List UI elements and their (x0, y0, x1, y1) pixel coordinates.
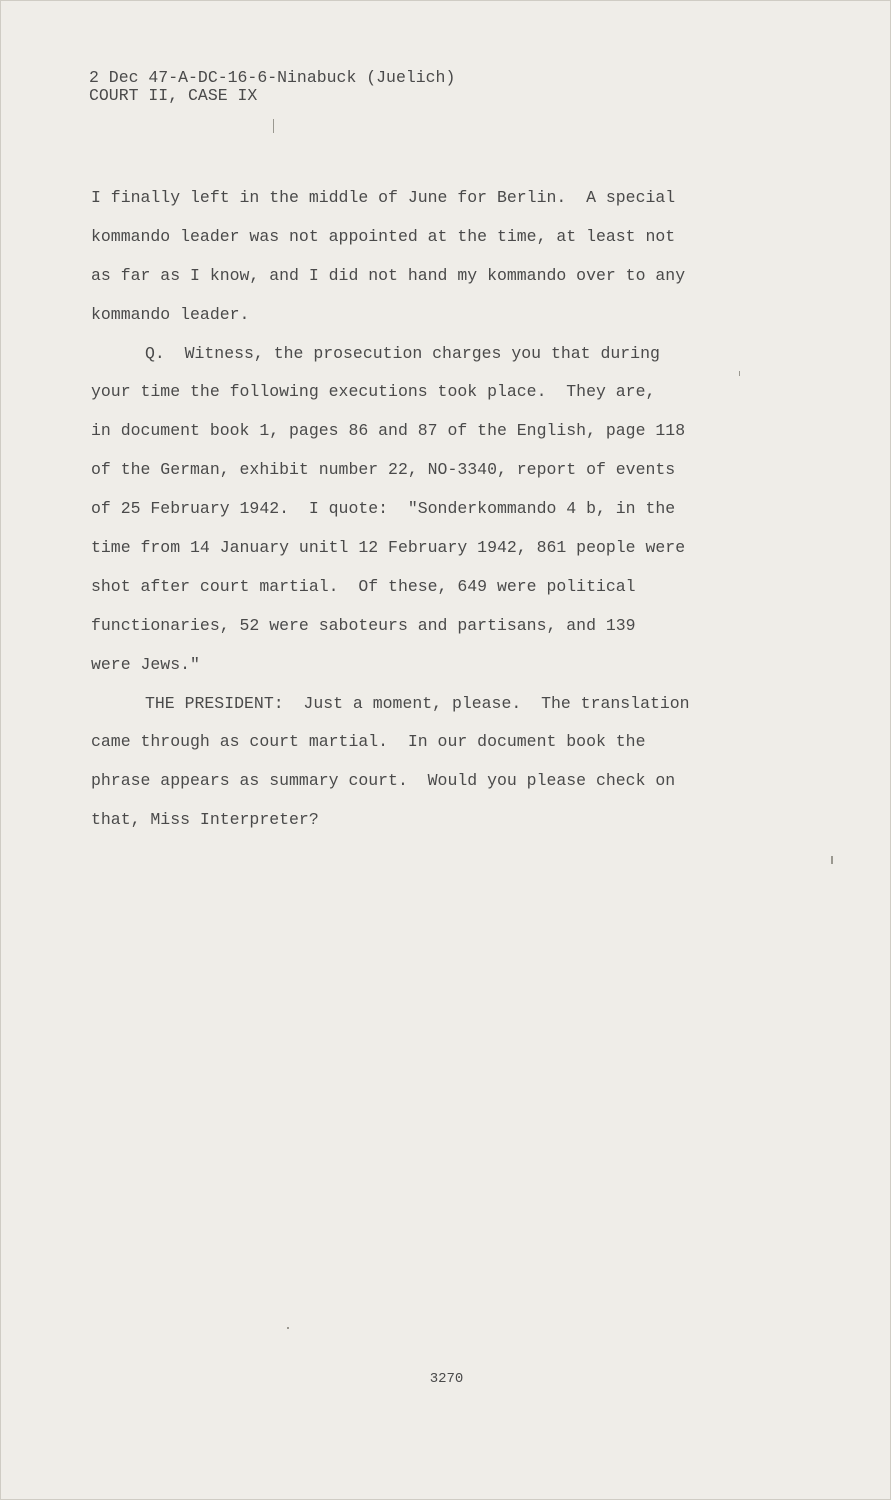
transcript-line: in document book 1, pages 86 and 87 of the English, page 118 (91, 421, 686, 441)
transcript-line: functionaries, 52 were saboteurs and partisans, and 139 (91, 615, 636, 635)
transcript-line: of 25 February 1942. I quote: "Sonderkommando 4 b, in the (91, 499, 676, 519)
transcript-line: that, Miss Interpreter? (91, 810, 319, 830)
transcript-line: as far as I know, and I did not hand my kommando over to any (91, 265, 686, 285)
transcript-line: Q. Witness, the prosecution charges you that during (145, 343, 660, 363)
transcript-line: phrase appears as summary court. Would you please check on (91, 771, 676, 791)
transcript-line: came through as court martial. In our document book the (91, 732, 646, 752)
document-header (89, 69, 455, 105)
transcript-line: your time the following executions took place. They are, (91, 382, 656, 402)
page-number: 3270 (429, 1371, 464, 1387)
transcript-body (91, 187, 791, 848)
transcript-line: were Jews." (91, 654, 200, 674)
transcript-line: of the German, exhibit number 22, NO-3340, report of events (91, 460, 676, 480)
paper-speck (287, 1327, 289, 1329)
transcript-line: kommando leader was not appointed at the time, at least not (91, 226, 676, 246)
transcript-line: kommando leader. (91, 304, 250, 324)
transcript-line: I finally left in the middle of June for Berlin. A special (91, 188, 676, 207)
transcript-line: time from 14 January unitl 12 February 1942, 861 people were (91, 538, 686, 558)
header-date-line: 2 Dec 47-A-DC-16-6-Ninabuck (Juelich) (89, 68, 456, 87)
transcript-line: shot after court martial. Of these, 649 were political (91, 576, 636, 596)
paper-speck (273, 119, 274, 133)
paper-speck (831, 856, 833, 864)
transcript-line: THE PRESIDENT: Just a moment, please. The translation (145, 693, 690, 713)
paper-speck (739, 371, 740, 376)
header-court-line: COURT II, CASE IX (89, 86, 258, 105)
